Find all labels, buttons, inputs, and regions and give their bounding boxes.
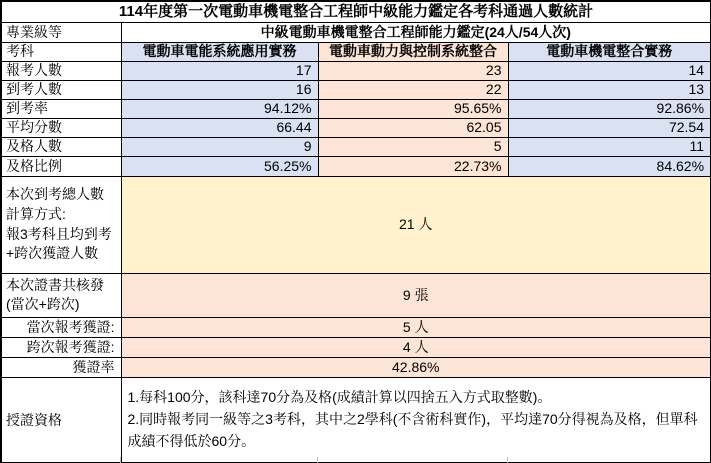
page-title: 114年度第一次電動車機電整合工程師中級能力鑑定各考科通過人數統計 <box>1 1 711 22</box>
attendance-total-value: 21 人 <box>121 176 711 273</box>
certification-rate-row <box>1 357 711 377</box>
stat-label: 及格人數 <box>1 137 121 156</box>
attendance-label-line: 報3考科且均到考 <box>6 225 112 242</box>
stat-value: 84.62% <box>508 156 711 176</box>
stat-value: 17 <box>121 61 318 80</box>
stat-label: 平均分數 <box>1 118 121 137</box>
cert-label-line: 本次證書共核發 <box>6 276 104 293</box>
stat-label: 到考率 <box>1 99 121 118</box>
stat-value: 11 <box>508 137 711 156</box>
level-row <box>1 22 711 42</box>
certificates-issued-row <box>1 273 711 317</box>
stat-value: 22.73% <box>318 156 508 176</box>
stat-value: 56.25% <box>121 156 318 176</box>
cross-session-cert-value: 4 人 <box>121 337 711 357</box>
qualification-label: 授證資格 <box>1 377 121 463</box>
stat-value: 14 <box>508 61 711 80</box>
stat-row-average-score <box>1 118 711 137</box>
certificates-issued-value: 9 張 <box>121 273 711 317</box>
certification-rate-value: 42.86% <box>121 357 711 377</box>
qualification-line: 2.同時報考同一級等之3考科，其中之2學科(不含術科實作)，平均達70分得視為及格，但單科成績不得低於60分。 <box>127 411 698 449</box>
stat-row-attendance-rate <box>1 99 711 118</box>
stat-row-attended <box>1 80 711 99</box>
certification-rate-label: 獲證率 <box>1 357 121 377</box>
stat-value: 22 <box>318 80 508 99</box>
qualification-row <box>1 377 711 463</box>
gridline-stub <box>507 457 508 463</box>
gridline-stub <box>120 457 121 463</box>
stat-label: 及格比例 <box>1 156 121 176</box>
gridline-stub <box>317 457 318 463</box>
level-value: 中級電動車機電整合工程師能力鑑定(24人/54人次) <box>121 22 711 42</box>
stat-row-pass-rate <box>1 156 711 176</box>
stat-value: 92.86% <box>508 99 711 118</box>
current-session-cert-row <box>1 317 711 337</box>
subject-col-1: 電動車電能系統應用實務 <box>121 42 318 61</box>
stat-value: 16 <box>121 80 318 99</box>
subject-header-row <box>1 42 711 61</box>
stat-value: 66.44 <box>121 118 318 137</box>
stat-value: 13 <box>508 80 711 99</box>
stat-value: 23 <box>318 61 508 80</box>
cert-label-line: (當次+跨次) <box>6 296 80 313</box>
subject-col-2: 電動車動力與控制系統整合 <box>318 42 508 61</box>
attendance-label-line: +跨次獲證人數 <box>6 245 99 262</box>
stat-label: 報考人數 <box>1 61 121 80</box>
qualification-line: 1.每科100分，該科達70分為及格(成績計算以四捨五入方式取整數)。 <box>127 389 552 406</box>
stat-value: 62.05 <box>318 118 508 137</box>
attendance-label-line: 計算方式: <box>6 205 66 222</box>
title-row <box>1 1 711 22</box>
attendance-total-label <box>1 176 121 273</box>
qualification-text <box>121 377 711 463</box>
stat-value: 94.12% <box>121 99 318 118</box>
certificates-issued-label <box>1 273 121 317</box>
cross-session-cert-row <box>1 337 711 357</box>
subject-label: 考科 <box>1 42 121 61</box>
stat-value: 72.54 <box>508 118 711 137</box>
stat-row-registered <box>1 61 711 80</box>
level-label: 專業級等 <box>1 22 121 42</box>
stat-value: 5 <box>318 137 508 156</box>
attendance-label-line: 本次到考總人數 <box>6 186 104 203</box>
cross-session-cert-label: 跨次報考獲證: <box>1 337 121 357</box>
current-session-cert-label: 當次報考獲證: <box>1 317 121 337</box>
stat-value: 9 <box>121 137 318 156</box>
stat-value: 95.65% <box>318 99 508 118</box>
stat-row-passed-count <box>1 137 711 156</box>
current-session-cert-value: 5 人 <box>121 317 711 337</box>
subject-col-3: 電動車機電整合實務 <box>508 42 711 61</box>
stat-label: 到考人數 <box>1 80 121 99</box>
attendance-total-row <box>1 176 711 273</box>
